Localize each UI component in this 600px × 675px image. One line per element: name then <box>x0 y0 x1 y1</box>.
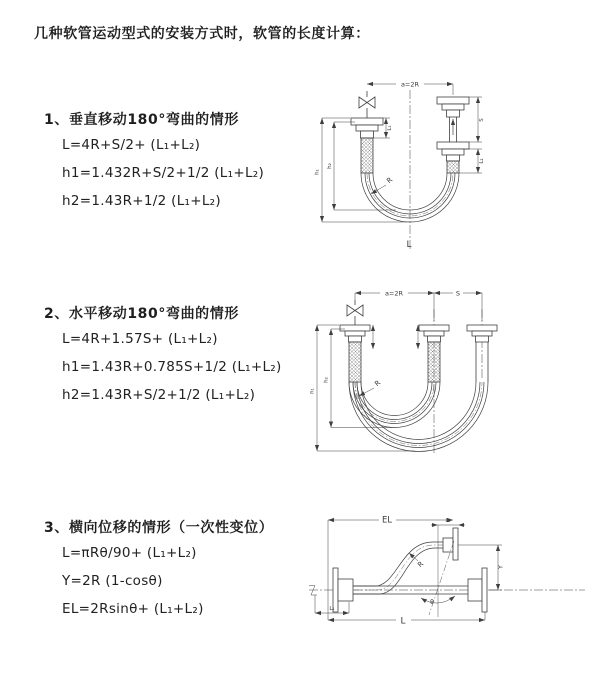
d2-hose-drawing <box>340 300 497 452</box>
d2-middle-flange <box>419 325 449 342</box>
section1-formula-h1: h1=1.432R+S/2+1/2 (L₁+L₂) <box>62 165 265 181</box>
section2-heading: 2、水平移动180°弯曲的情形 <box>44 306 239 322</box>
d2-right-flange <box>467 325 497 342</box>
d1-dim-s-label: S <box>479 118 485 122</box>
d2-dim-a2r-label: a=2R <box>384 289 404 298</box>
d3-dim-el-label: EL <box>381 515 393 526</box>
d1-dim-l2-label: L₂ <box>479 158 485 164</box>
d1-dim-a2r-label: a=2R <box>400 80 420 89</box>
d1-braided-hose-left <box>361 138 373 173</box>
section3-heading: 3、横向位移的情形（一次性变位） <box>44 520 274 536</box>
d3-dim-l2-label: L₂ <box>445 518 451 524</box>
d2-u-bend-curves-original <box>349 382 440 428</box>
d3-upper-flange-moved <box>443 528 458 560</box>
d1-dim-h1-label: h₁ <box>314 169 321 175</box>
d2-braided-hose-left <box>349 342 361 382</box>
section3-formula-y: Y=2R (1-cosθ) <box>62 573 163 589</box>
d3-angle-theta-label: θ <box>430 599 434 606</box>
d1-dim-l1-label: L₁ <box>387 125 393 131</box>
d1-braided-hose-right <box>447 161 459 173</box>
d3-radius-label: R <box>416 559 426 570</box>
section2-formula-h2: h2=1.43R+S/2+1/2 (L₁+L₂) <box>62 387 256 403</box>
section1-formula-l: L=4R+S/2+ (L₁+L₂) <box>62 137 201 153</box>
diagram-lateral-displacement <box>305 505 590 650</box>
d2-radius-label: R <box>373 378 383 389</box>
section3-formula-l: L=πRθ/90+ (L₁+L₂) <box>62 545 197 561</box>
d3-dim-l-label: L <box>400 616 406 627</box>
d2-u-bend-curves-moved <box>349 382 488 452</box>
d3-dimensions <box>315 516 502 625</box>
d3-right-flange-original <box>468 568 487 612</box>
d1-left-flange <box>351 118 383 138</box>
section2-formula-h1: h1=1.43R+0.785S+1/2 (L₁+L₂) <box>62 359 282 375</box>
d2-dimensions <box>317 289 482 452</box>
d1-right-lower-flange <box>437 142 469 161</box>
section3-formula-el: EL=2Rsinθ+ (L₁+L₂) <box>62 601 204 617</box>
valve-icon <box>347 305 363 316</box>
d1-dim-h2-label: h₂ <box>327 163 333 169</box>
d2-dim-h1-label: h₁ <box>310 388 316 394</box>
section1-formula-h2: h2=1.43R+1/2 (L₁+L₂) <box>62 193 221 209</box>
d1-right-top-flange <box>437 97 469 117</box>
d1-length-label: L <box>406 240 412 250</box>
section1-heading: 1、垂直移动180°弯曲的情形 <box>44 112 239 128</box>
diagram-horizontal-180-bend <box>310 285 595 460</box>
d2-dim-s-label: S <box>455 289 461 298</box>
section2-formula-l: L=4R+1.57S+ (L₁+L₂) <box>62 331 218 347</box>
d2-dim-h2-label: h₂ <box>323 377 330 383</box>
page-title: 几种软管运动型式的安装方式时，软管的长度计算： <box>34 26 370 42</box>
d2-left-flange <box>340 325 370 342</box>
d3-left-flange <box>333 568 353 612</box>
d1-radius-label: R <box>385 175 395 186</box>
d3-dim-l1-label: L₁ <box>329 606 335 612</box>
d2-braided-hose-middle <box>428 342 440 382</box>
valve-icon <box>359 97 375 108</box>
diagram-vertical-180-bend <box>310 70 580 255</box>
d3-hose-drawing <box>333 528 487 612</box>
d3-dim-y-label: Y <box>496 565 505 569</box>
